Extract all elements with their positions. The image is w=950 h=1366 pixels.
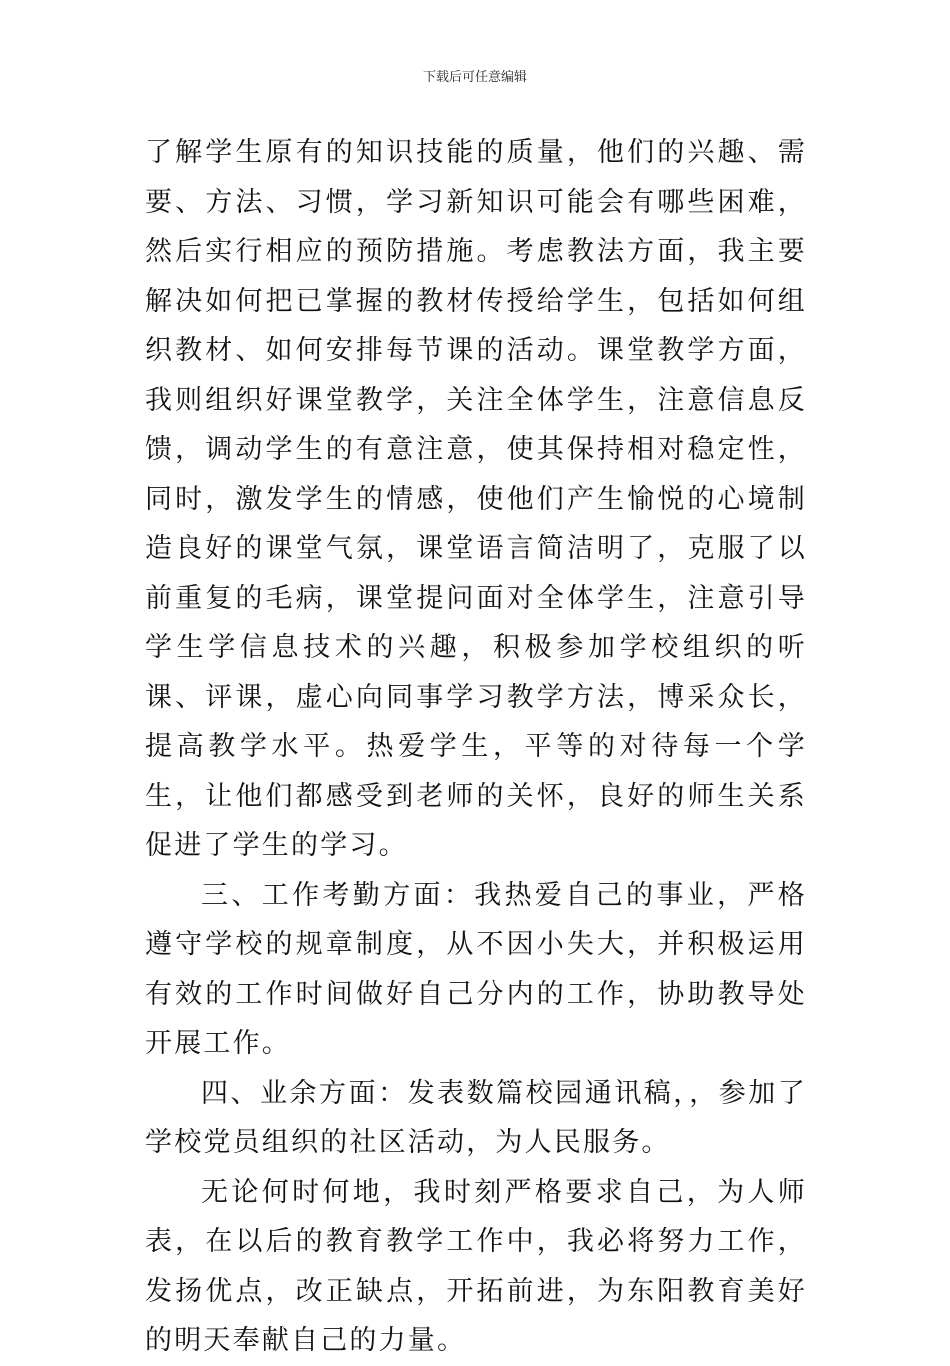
- document-body: [145, 128, 807, 1366]
- paragraph-extracurricular: 四、业余方面：发表数篇校园通讯稿，，参加了学校党员组织的社区活动，为人民服务。: [145, 1077, 807, 1158]
- paragraph-conclusion: 无论何时何地，我时刻严格要求自己，为人师表，在以后的教育教学工作中，我必将努力工作，发扬优点，改正缺点，开拓前进，为东阳教育美好的明天奉献自己的力量。: [145, 1176, 807, 1356]
- paragraph-continuation: 了解学生原有的知识技能的质量，他们的兴趣、需要、方法、习惯，学习新知识可能会有哪些困难，然后实行相应的预防措施。考虑教法方面，我主要解决如何把已掌握的教材传授给学生，包括如何组织教材、如何安排每节课的活动。课堂教学方面，我则组织好课堂教学，关注全体学生，注意信息反馈，调动学生的有意注意，使其保持相对稳定性，同时，激发学生的情感，使他们产生愉悦的心境制造良好的课堂气氛，课堂语言简洁明了，克服了以前重复的毛病，课堂提问面对全体学生，注意引导学生学信息技术的兴趣，积极参加学校组织的听课、评课，虚心向同事学习教学方法，博采众长，提高教学水平。热爱学生，平等的对待每一个学生，让他们都感受到老师的关怀，良好的师生关系促进了学生的学习。: [145, 137, 807, 861]
- paragraph-attendance: 三、工作考勤方面：我热爱自己的事业，严格遵守学校的规章制度，从不因小失大，并积极运用有效的工作时间做好自己分内的工作，协助教导处开展工作。: [145, 879, 807, 1059]
- header-note: 下载后可任意编辑: [422, 70, 527, 85]
